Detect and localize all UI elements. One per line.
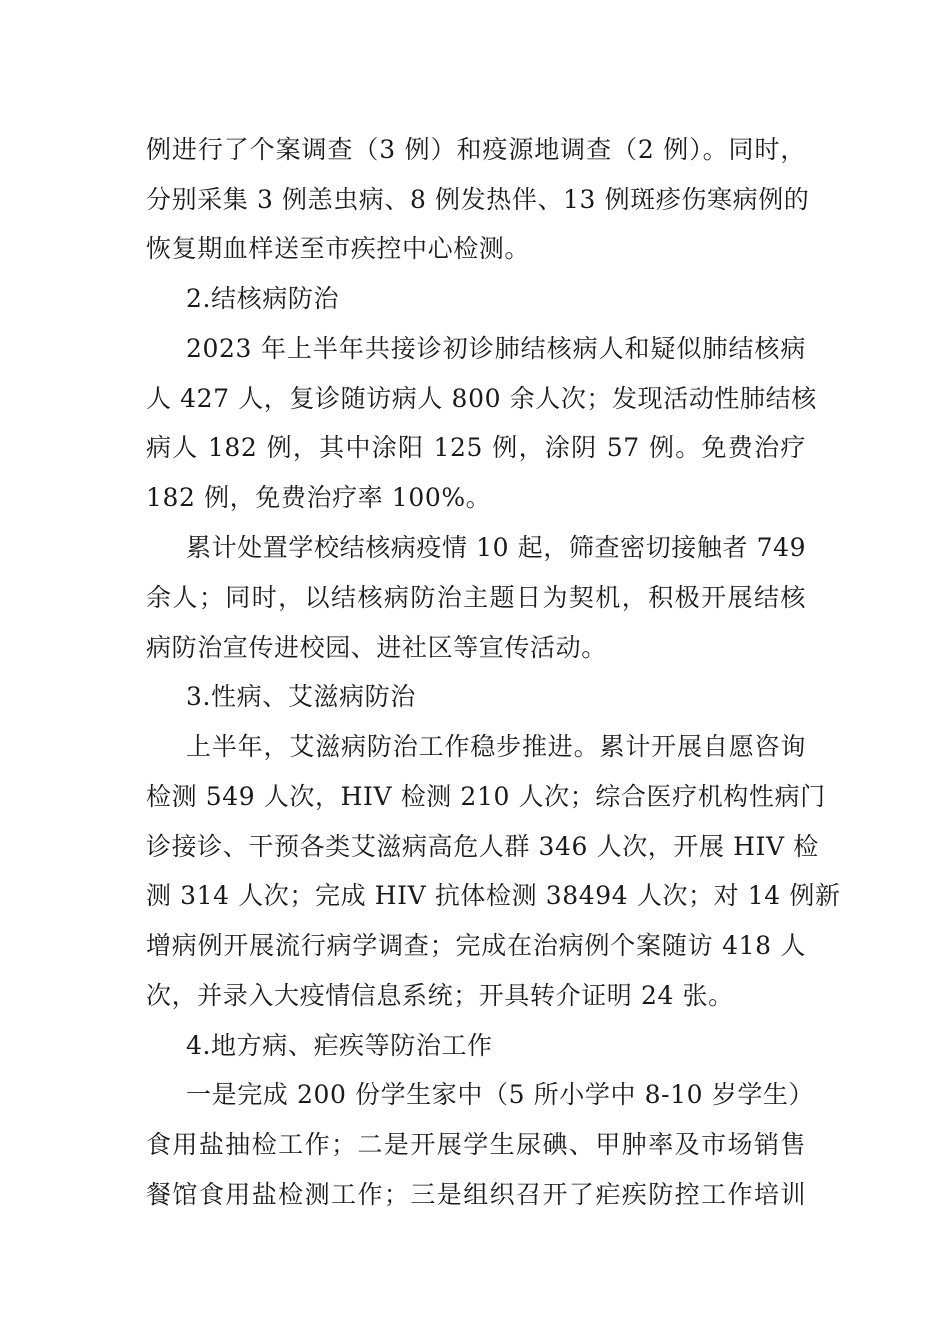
text-line: 人 427 人，复诊随访病人 800 余人次；发现活动性肺结核 <box>146 384 817 413</box>
text-line: 182 例，免费治疗率 100%。 <box>146 483 492 512</box>
text-line: 增病例开展流行病学调查；完成在治病例个案随访 418 人 <box>146 931 806 960</box>
text-line: 分别采集 3 例恙虫病、8 例发热伴、13 例斑疹伤寒病例的 <box>146 185 810 214</box>
text-line: 诊接诊、干预各类艾滋病高危人群 346 人次，开展 HIV 检 <box>146 832 819 861</box>
text-line: 检测 549 人次，HIV 检测 210 人次；综合医疗机构性病门 <box>146 782 826 811</box>
text-line: 余人；同时，以结核病防治主题日为契机，积极开展结核 <box>146 583 806 612</box>
text-line: 例进行了个案调查（3 例）和疫源地调查（2 例）。同时， <box>146 135 806 164</box>
section-heading-endemic-malaria: 4.地方病、疟疾等防治工作 <box>186 1031 493 1060</box>
section-heading-std-aids: 3.性病、艾滋病防治 <box>186 682 416 711</box>
section-heading-tuberculosis: 2.结核病防治 <box>186 284 340 313</box>
text-line: 恢复期血样送至市疾控中心检测。 <box>146 234 531 263</box>
text-line: 病防治宣传进校园、进社区等宣传活动。 <box>146 633 607 662</box>
text-line: 上半年，艾滋病防治工作稳步推进。累计开展自愿咨询 <box>186 732 806 761</box>
text-line: 病人 182 例，其中涂阳 125 例，涂阴 57 例。免费治疗 <box>146 433 806 462</box>
text-line: 餐馆食用盐检测工作；三是组织召开了疟疾防控工作培训 <box>146 1180 806 1209</box>
text-line: 次，并录入大疫情信息系统；开具转介证明 24 张。 <box>146 981 734 1010</box>
text-line: 食用盐抽检工作；二是开展学生尿碘、甲肿率及市场销售 <box>146 1130 806 1159</box>
text-line: 累计处置学校结核病疫情 10 起，筛查密切接触者 749 <box>186 533 807 562</box>
text-line: 一是完成 200 份学生家中（5 所小学中 8-10 岁学生） <box>186 1080 815 1109</box>
text-line: 2023 年上半年共接诊初诊肺结核病人和疑似肺结核病 <box>186 334 806 363</box>
text-line: 测 314 人次；完成 HIV 抗体检测 38494 人次；对 14 例新 <box>146 881 841 910</box>
